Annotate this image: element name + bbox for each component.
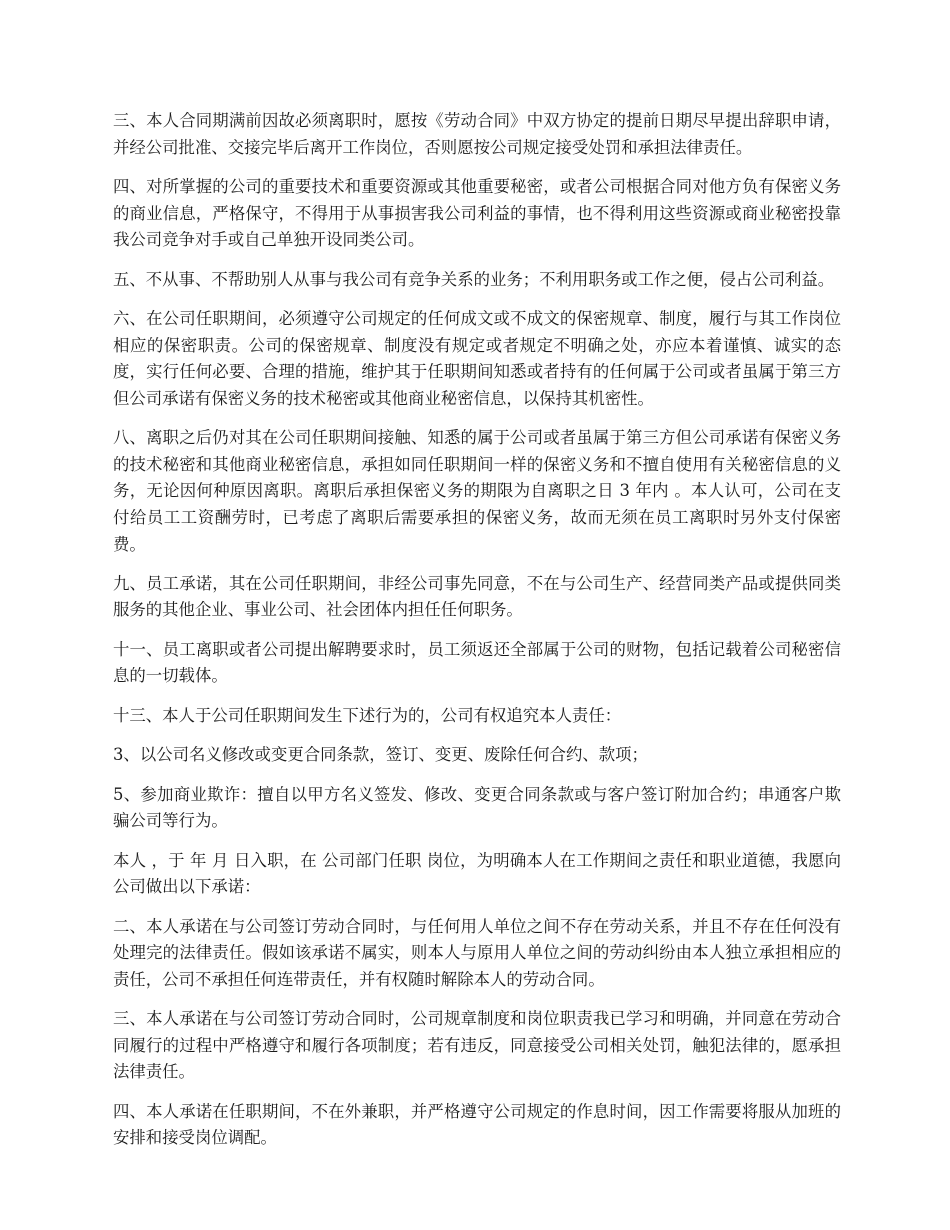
paragraph-confidential-resources: 四、对所掌握的公司的重要技术和重要资源或其他重要秘密，或者公司根据合同对他方负有保密义务的商业信息，严格保守，不得用于从事损害我公司利益的事情，也不得利用这些资源或商业秘密投靠我公司竞争对手或自己单独开设同类公司。 xyxy=(113,176,841,250)
paragraph-liability-item-3: 3、以公司名义修改或变更合同条款，签订、变更、废除任何合约、款项； xyxy=(113,745,648,765)
paragraph-no-outside-positions: 九、员工承诺，其在公司任职期间，非经公司事先同意，不在与公司生产、经营同类产品或提供同类服务的其他企业、事业公司、社会团体内担任任何职务。 xyxy=(113,573,841,620)
paragraph-commitment-3: 三、本人承诺在与公司签订劳动合同时，公司规章制度和岗位职责我已学习和明确，并同意在劳动合同履行的过程中严格遵守和履行各项制度；若有违反，同意接受公司相关处罚，触犯法律的，愿承担法律责任。 xyxy=(113,1009,841,1082)
paragraph-liability-item-5: 5、参加商业欺诈：擅自以甲方名义签发、修改、变更合同条款或与客户签订附加合约；串通客户欺骗公司等行为。 xyxy=(113,784,841,831)
paragraph-commitment-intro: 本人 ，于 年 月 日入职，在 公司部门任职 岗位，为明确本人在工作期间之责任和职业道德，我愿向公司做出以下承诺： xyxy=(113,850,841,897)
paragraph-non-compete-business: 五、不从事、不帮助别人从事与我公司有竞争关系的业务；不利用职务或工作之便，侵占公司利益。 xyxy=(113,269,835,289)
paragraph-post-resignation-confidentiality: 八、离职之后仍对其在公司任职期间接触、知悉的属于公司或者虽属于第三方但公司承诺有保密义务的技术秘密和其他商业秘密信息，承担如同任职期间一样的保密义务和不擅自使用有关秘密信息的义务，无论因何种原因离职。离职后承担保密义务的期限为自离职之日 3 年内 。本人认可，公司在支付给员工工资酬劳时，已考虑了离职后需要承担的保密义务，故而无须在员工离职时另外支付保密费。 xyxy=(113,428,841,554)
paragraph-liability-intro: 十三、本人于公司任职期间发生下述行为的，公司有权追究本人责任： xyxy=(113,705,622,725)
paragraph-commitment-4: 四、本人承诺在任职期间，不在外兼职，并严格遵守公司规定的作息时间，因工作需要将服从加班的安排和接受岗位调配。 xyxy=(113,1101,841,1148)
paragraph-confidentiality-rules: 六、在公司任职期间，必须遵守公司规定的任何成文或不成文的保密规章、制度，履行与其工作岗位相应的保密职责。公司的保密规章、制度没有规定或者规定不明确之处，亦应本着谨慎、诚实的态度，实行任何必要、合理的措施，维护其于任职期间知悉或者持有的任何属于公司或者虽属于第三方但公司承诺有保密义务的技术秘密或其他商业秘密信息，以保持其机密性。 xyxy=(113,308,841,408)
paragraph-resignation-notice: 三、本人合同期满前因故必须离职时，愿按《劳动合同》中双方协定的提前日期尽早提出辞职申请，并经公司批准、交接完毕后离开工作岗位，否则愿按公司规定接受处罚和承担法律责任。 xyxy=(113,111,841,157)
paragraph-commitment-2: 二、本人承诺在与公司签订劳动合同时，与任何用人单位之间不存在劳动关系，并且不存在任何没有处理完的法律责任。假如该承诺不属实，则本人与原用人单位之间的劳动纠纷由本人独立承担相应的责任，公司不承担任何连带责任，并有权随时解除本人的劳动合同。 xyxy=(113,916,841,989)
document-body xyxy=(113,108,841,1165)
paragraph-return-property: 十一、员工离职或者公司提出解聘要求时，员工须返还全部属于公司的财物，包括记载着公司秘密信息的一切载体。 xyxy=(113,639,841,686)
